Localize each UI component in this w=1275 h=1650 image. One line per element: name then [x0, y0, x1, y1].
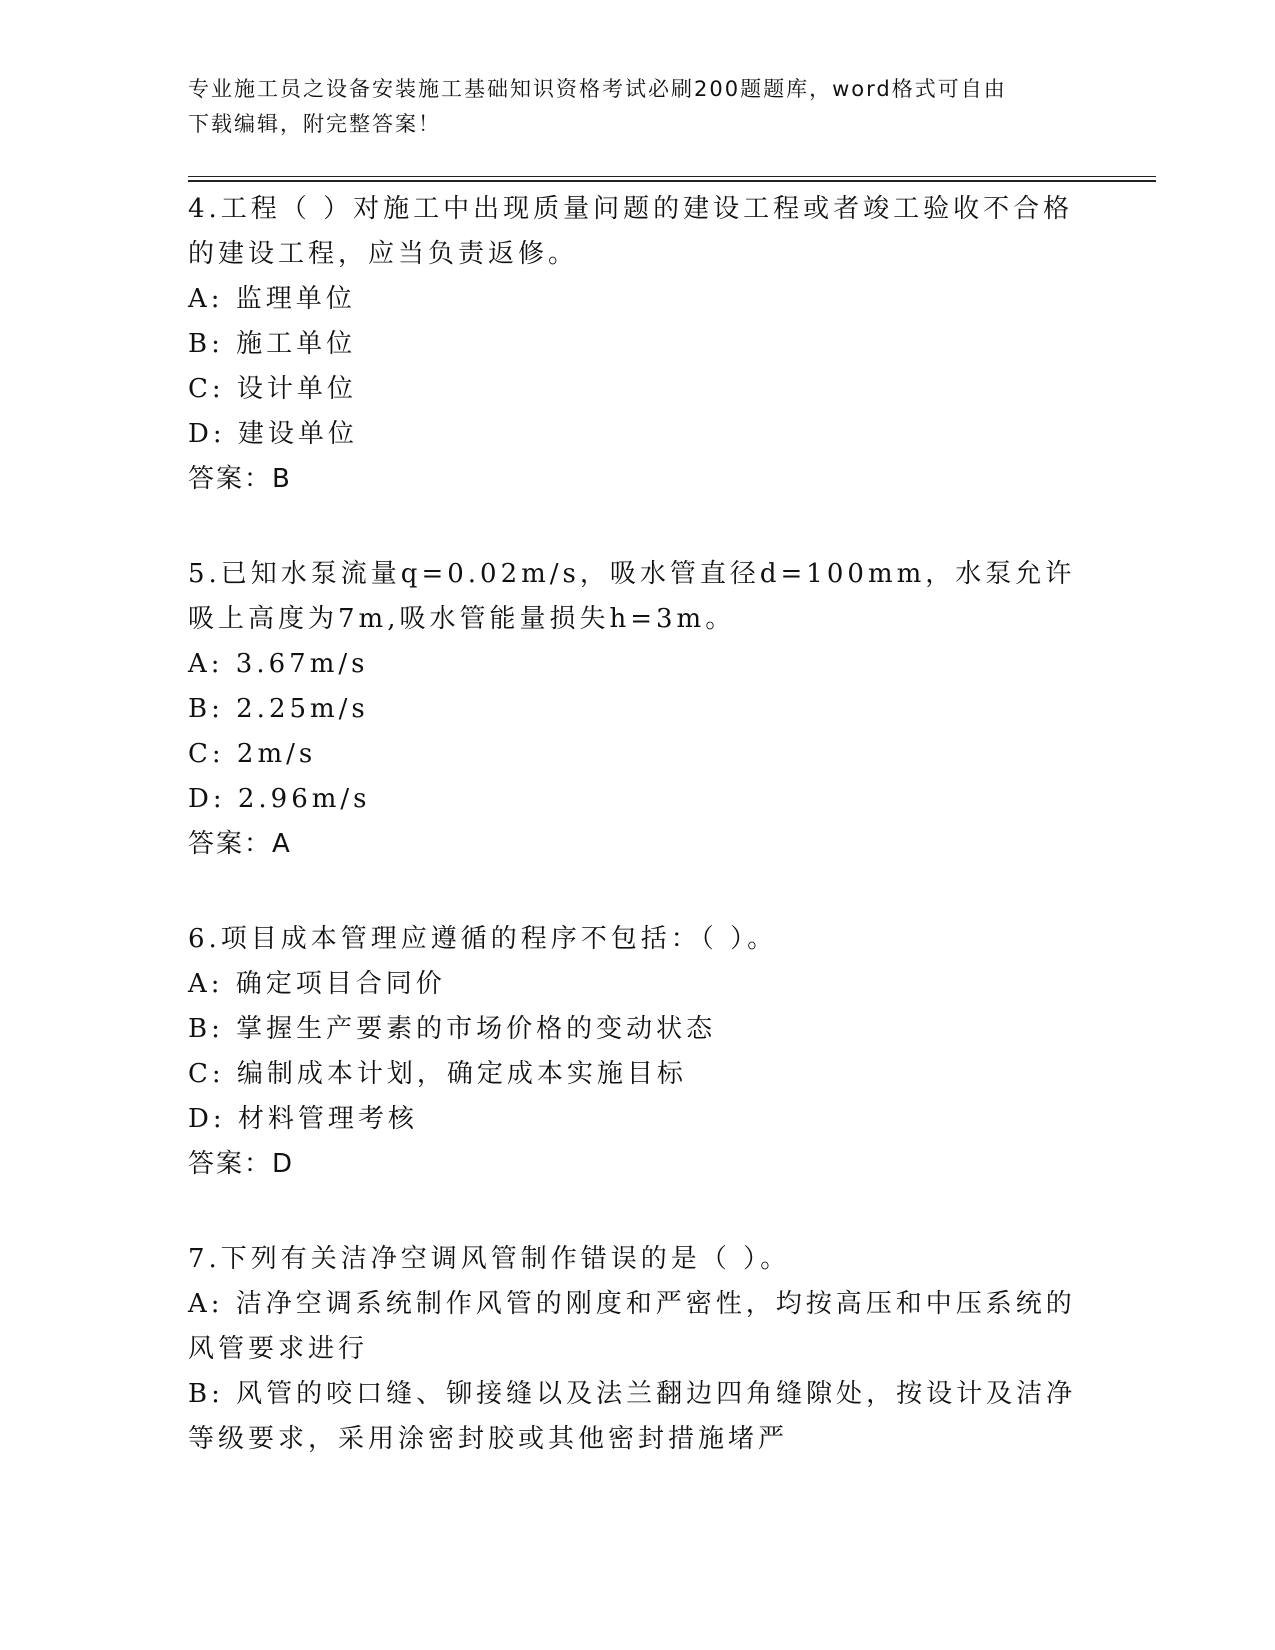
answer	[188, 457, 1088, 502]
question-text: 6.项目成本管理应遵循的程序不包括：（ ）。	[188, 924, 778, 954]
answer-label: 答案：	[188, 464, 273, 494]
question-7	[188, 1237, 1088, 1462]
header-line-1: 专业施工员之设备安装施工基础知识资格考试必刷200题题库，word格式可自由	[188, 77, 1007, 101]
option-c: C: 2m/s	[188, 739, 317, 769]
question-list	[188, 187, 1088, 1512]
answer-label: 答案：	[188, 829, 273, 859]
option-c: C: 编制成本计划，确定成本实施目标	[188, 1059, 687, 1089]
answer-value: B	[272, 464, 290, 494]
answer-label: 答案：	[188, 1149, 273, 1179]
option-a: A: 3.67m/s	[188, 649, 369, 679]
option-b: B: 2.25m/s	[188, 694, 369, 724]
option-d: D: 建设单位	[188, 419, 358, 449]
option-d: D: 2.96m/s	[188, 784, 371, 814]
option-c: C: 设计单位	[188, 374, 357, 404]
question-4	[188, 187, 1088, 502]
option-d: D: 材料管理考核	[188, 1104, 418, 1134]
option-b: B: 风管的咬口缝、铆接缝以及法兰翻边四角缝隙处，按设计及洁净等级要求，采用涂密封胶或其他密封措施堵严	[188, 1379, 1077, 1454]
answer-value: A	[272, 829, 290, 859]
question-text: 7.下列有关洁净空调风管制作错误的是（ ）。	[188, 1244, 791, 1274]
question-text: 5.已知水泵流量q=0.02m/s，吸水管直径d=100mm，水泵允许吸上高度为7m,吸水管能量损失h=3m。	[188, 559, 1076, 634]
header-divider-thin	[188, 176, 1156, 177]
option-a: A: 确定项目合同价	[188, 969, 446, 999]
option-a: A: 监理单位	[188, 284, 356, 314]
answer	[188, 822, 1088, 867]
question-text: 4.工程（ ）对施工中出现质量问题的建设工程或者竣工验收不合格的建设工程，应当负责返修。	[188, 194, 1074, 269]
header-divider-thick	[188, 180, 1156, 182]
document-header	[188, 72, 1068, 142]
answer	[188, 1142, 1088, 1187]
question-5	[188, 552, 1088, 867]
answer-value: D	[272, 1149, 293, 1179]
option-a: A: 洁净空调系统制作风管的刚度和严密性，均按高压和中压系统的风管要求进行	[188, 1289, 1076, 1364]
header-line-2: 下载编辑，附完整答案！	[188, 112, 441, 136]
question-6	[188, 917, 1088, 1187]
option-b: B: 施工单位	[188, 329, 357, 359]
option-b: B: 掌握生产要素的市场价格的变动状态	[188, 1014, 717, 1044]
